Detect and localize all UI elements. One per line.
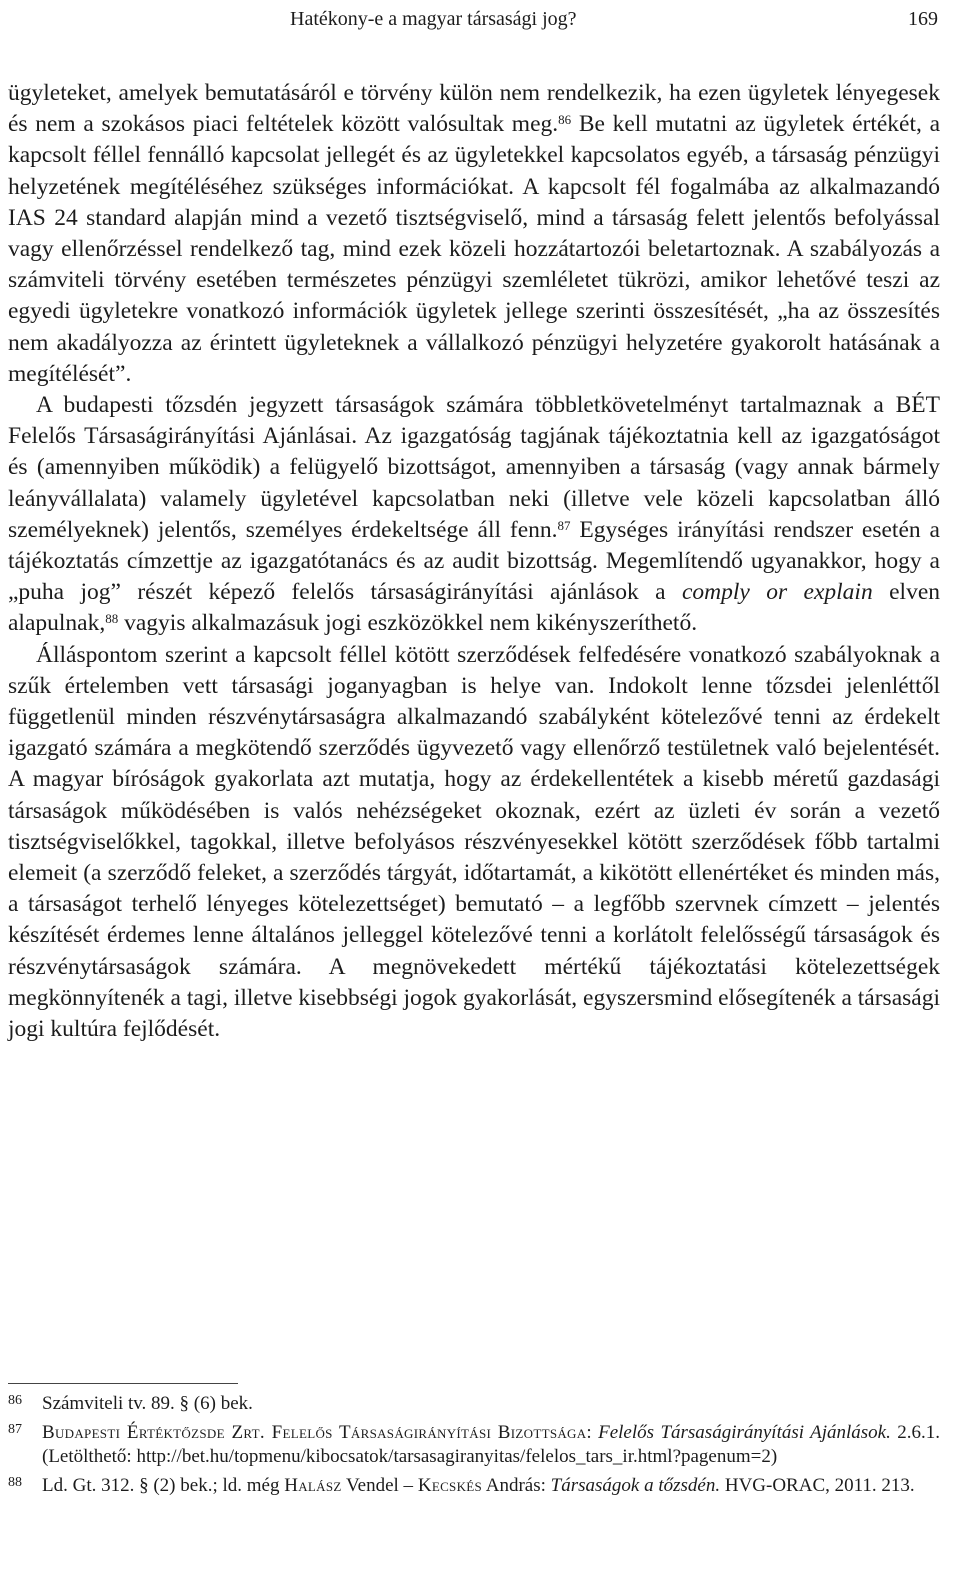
footnote-text: 2.6.1. (Letölthető: http://bet.hu/topmenu/kibocsatok/tarsasagiranyitas/felelos_tars_ir.html?pagenum=2)	[42, 1421, 941, 1467]
footnote-ref-87[interactable]: 87	[557, 517, 571, 533]
paragraph-2-text-d: vagyis alkalmazásuk jogi eszközökkel nem kikényszeríthető.	[118, 610, 698, 637]
footnotes	[8, 1392, 940, 1502]
paragraph-2-text-a: A budapesti tőzsdén jegyzett társaságok számára többletkövetelményt tartalmaznak a BÉT Felelős Társaságirányítási Ajánlásai. Az igazgatóság tagjának tájékoztatnia kell az igazgatóságot és (amennyiben működik) a felügyelő bizottságot, amennyiben a társaság (vagy annak bármely leányvállalata) valamely ügyletével kapcsolatban neki (illetve vele közeli kapcsolatban álló személyeknek) jelentős, személyes érdekeltsége áll fenn.	[8, 392, 940, 543]
footnote-number: 86	[8, 1393, 22, 1408]
page-number: 169	[908, 8, 938, 30]
footnote-divider	[8, 1383, 238, 1384]
footnote-text-a: Ld. Gt. 312. § (2) bek.; ld. még	[42, 1474, 285, 1496]
footnote-work-title: Felelős Társaságirányítási Ajánlások.	[598, 1421, 891, 1443]
paragraph-3: Álláspontom szerint a kapcsolt féllel kötött szerződések felfedésére vonatkozó szabályoknak a szűk értelemben vett társasági joganyagban is helye van. Indokolt lenne tőzsdei jelenléttől függetlenül minden részvénytársaságra alkalmazandó szabályként kötelezővé tenni az érdekelt igazgató számára a megkötendő szerződés ügyvezető vagy ellenőrző testületnek való bejelentését. A magyar bíróságok gyakorlata azt mutatja, hogy az érdekellentétek a kisebb méretű gazdasági társaságok működésében is valós nehézségeket okoznak, ezért az üzleti év során a vezető tisztségviselőkkel, tagokkal, illetve befolyásos részvényesekkel kötött szerződések főbb tartalmi elemeit (a szerződő feleket, a szerződés tárgyát, időtartamát, a kikötött ellenértéket és minden más, a társaságot terhelő lényeges kötelezettséget) bemutató – a legfőbb szervnek címzett – jelentés készítését érdemes lenne általános jelleggel kötelezővé tenni a korlátolt felelősségű társaságok és részvénytársaságok számára. A megnövekedett mértékű tájékoztatási kötelezettségek megkönnyítenék a tagi, illetve kisebbségi jogok gyakorlását, egyszersmind elősegítenék a társasági jogi kultúra fejlődését.	[8, 641, 940, 1043]
footnote-number: 88	[8, 1474, 22, 1490]
main-text	[8, 78, 940, 1045]
footnote-number: 87	[8, 1421, 22, 1437]
running-title: Hatékony-e a magyar társasági jog?	[290, 8, 577, 30]
paragraph-2-italic: comply or explain	[682, 579, 873, 606]
footnote-ref-86[interactable]: 86	[558, 112, 572, 128]
footnote-author-2: Kecskés	[417, 1474, 483, 1496]
footnote-87	[8, 1421, 940, 1470]
running-header	[0, 8, 948, 42]
footnote-88	[8, 1474, 940, 1499]
paragraph-1-text-a: ügyleteket, amelyek bemutatásáról e törvény külön nem rendelkezik, ha ezen ügyletek lényegesek és nem a szokásos piaci feltételek között valósultak meg.	[8, 80, 940, 138]
footnote-author-1: Halász	[284, 1474, 342, 1496]
footnote-text-c: András:	[482, 1474, 551, 1496]
paragraph-2	[8, 390, 940, 640]
footnote-author: Budapesti Értéktőzsde Zrt. Felelős Társaságirányítási Bizottsága	[42, 1421, 587, 1443]
footnote-text-b: Vendel –	[341, 1474, 418, 1496]
footnote-colon: :	[586, 1421, 599, 1443]
footnote-text-d: HVG-ORAC, 2011. 213.	[720, 1474, 915, 1496]
paragraph-2-text-c: elven alapulnak,	[8, 579, 941, 637]
footnote-ref-88[interactable]: 88	[105, 611, 119, 627]
paragraph-1-text-b: Be kell mutatni az ügyletek értékét, a kapcsolt féllel fennálló kapcsolat jellegét és az ügyletekkel kapcsolatos egyéb, a társaság pénzügyi helyzetének megítéléséhez szükséges információkat. A kapcsolt fél fogalmába az alkalmazandó IAS 24 standard alapján mind a vezető tisztségviselő, mind a társaság felett jelentős befolyással vagy ellenőrzéssel rendelkező tag, mind ezek közeli hozzátartozói beletartoznak. A szabályozás a számviteli törvény esetében természetes pénzügyi szemléletet tükrözi, amikor lehetővé teszi az egyedi ügyletekre vonatkozó információk ügyletek jellege szerinti összesítését, „ha az összesítés nem akadályozza az érintett ügyleteknek a vállalkozó pénzügyi helyzetére gyakorolt hatásának a megítélését”.	[8, 111, 940, 387]
paragraph-1	[8, 78, 940, 390]
footnote-text: Számviteli tv. 89. § (6) bek.	[42, 1393, 253, 1414]
footnote-86	[8, 1392, 940, 1417]
footnote-work-title: Társaságok a tőzsdén.	[550, 1474, 721, 1496]
paragraph-2-text-b: Egységes irányítási rendszer esetén a tájékoztatás címzettje az igazgatótanács és az audit bizottság. Megemlítendő ugyanakkor, hogy a „puha jog” részét képező felelős társaságirányítási ajánlások a	[8, 516, 940, 606]
